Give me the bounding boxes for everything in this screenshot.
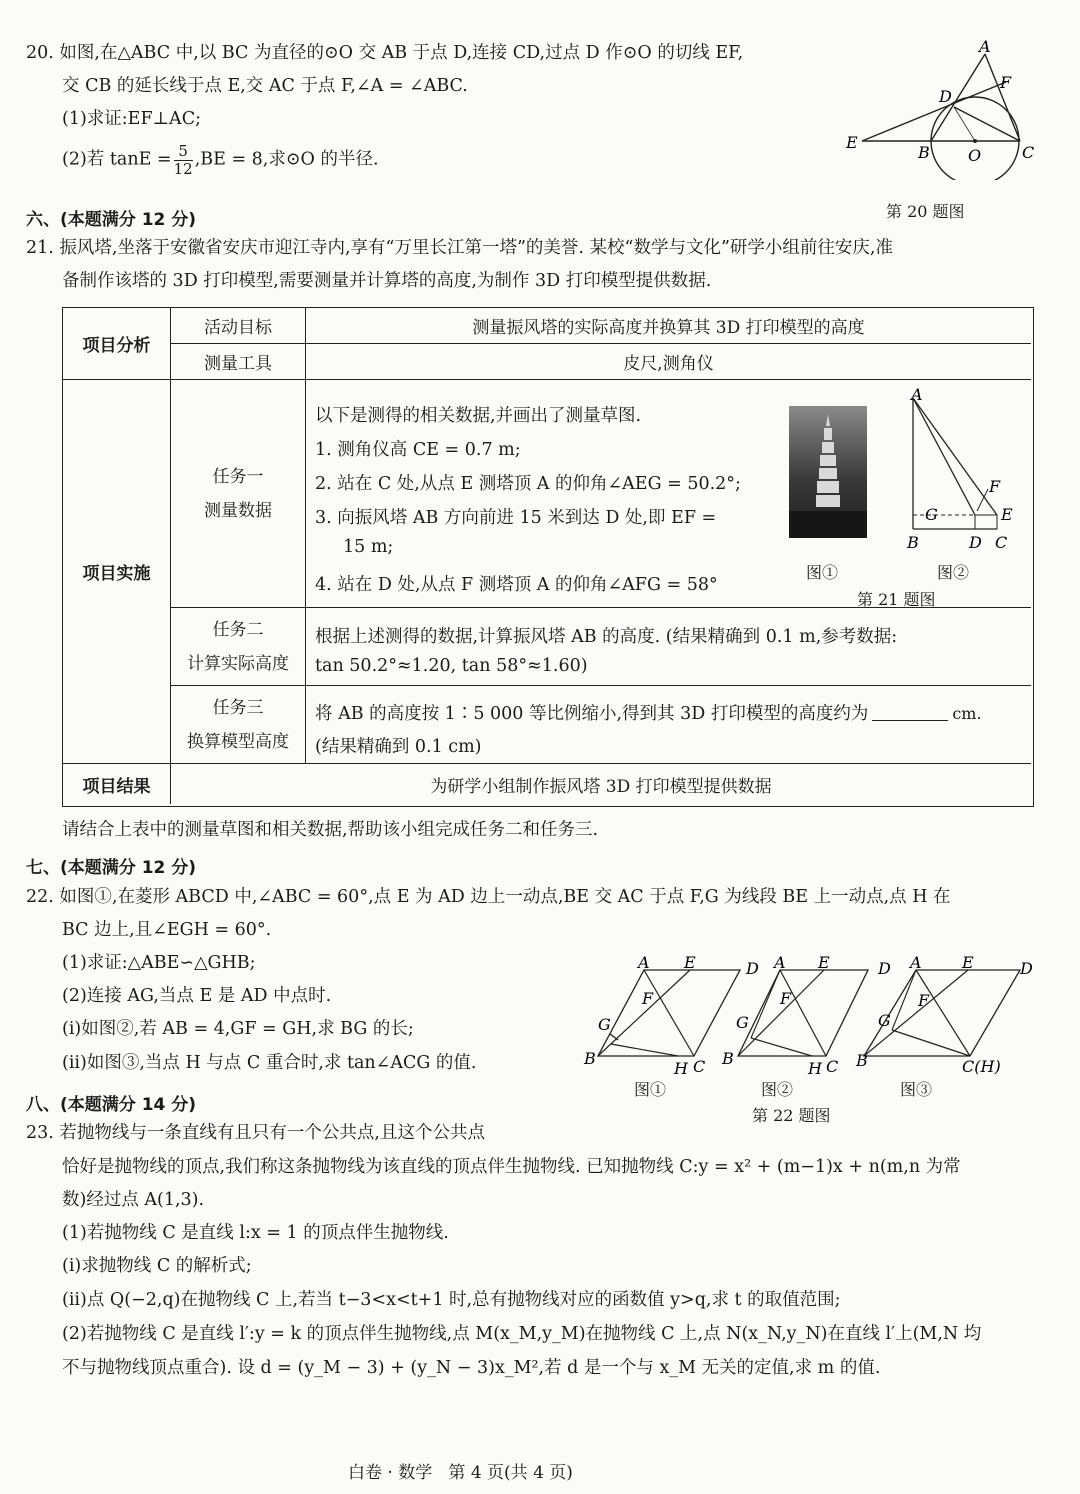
fig1-label-f: F: [642, 989, 654, 1008]
tower-photo: [789, 406, 867, 538]
fig1-label-h: H: [674, 1059, 688, 1078]
fig2-label-a: A: [774, 953, 786, 972]
task1-title: 任务一: [212, 466, 264, 487]
task2-line2: tan 50.2°≈1.20, tan 58°≈1.60): [315, 656, 588, 676]
q21-line2: 备制作该塔的 3D 打印模型,需要测量并计算塔的高度,为制作 3D 打印模型提供数据.: [62, 271, 712, 291]
q22-part3: (i)如图②,若 AB = 4,GF = GH,求 BG 的长;: [62, 1019, 414, 1039]
fig1-label-d: D: [746, 959, 759, 978]
fig3-label-g: G: [878, 1011, 891, 1030]
q22-part2: (2)连接 AG,当点 E 是 AD 中点时.: [62, 986, 332, 1006]
task2-line1: 根据上述测得的数据,计算振风塔 AB 的高度. (结果精确到 0.1 m,参考数据:: [315, 627, 898, 647]
task1-item4: 4. 站在 D 处,从点 F 测塔顶 A 的仰角∠AFG = 58°: [315, 575, 718, 595]
section6-heading: 六、(本题满分 12 分): [26, 210, 197, 230]
line-af: [913, 398, 975, 515]
pagoda-icon: [789, 406, 867, 538]
fig2-label-b: B: [722, 1049, 734, 1068]
cell-analysis: 项目分析: [63, 308, 171, 380]
cell-tool-label: 测量工具: [171, 344, 306, 380]
label-b: B: [918, 143, 930, 162]
fig1-label-a: A: [638, 953, 650, 972]
cell-result-value: 为研学小组制作振风塔 3D 打印模型提供数据: [430, 776, 772, 797]
q22-fig2-label: 图②: [761, 1080, 794, 1099]
label-o: O: [968, 146, 982, 165]
cell-goal-label: 活动目标: [171, 308, 306, 344]
fig3-label-ch: C(H): [962, 1057, 1001, 1076]
fig3-label-a: A: [910, 953, 922, 972]
fig2-label-c: C: [826, 1057, 839, 1076]
q23-line1: 23. 若抛物线与一条直线有且只有一个公共点,且这个公共点: [26, 1123, 485, 1143]
cell-task2-label: [171, 608, 306, 686]
line-ae: [913, 398, 997, 515]
label-a: A: [979, 40, 991, 56]
q20-part2-post: ,BE = 8,求⊙O 的半径.: [194, 149, 379, 170]
task3-title: 任务三: [212, 697, 264, 718]
q20-fig-caption: 第 20 题图: [886, 202, 965, 221]
q23-part3: (ii)点 Q(−2,q)在抛物线 C 上,若当 t−3<x<t+1 时,总有抛物线对应的函数值 y>q,求 t 的取值范围;: [62, 1290, 841, 1310]
q22-line2: BC 边上,且∠EGH = 60°.: [62, 920, 272, 940]
q21-sketch: [895, 386, 1035, 554]
fig2-label-h: H: [808, 1059, 822, 1078]
q23-part4: (2)若抛物线 C 是直线 l′:y = k 的顶点伴生抛物线,点 M(x_M,y_M)在抛物线 C 上,点 N(x_N,y_N)在直线 l′上(M,N 均: [62, 1324, 982, 1344]
q20-line1: 20. 如图,在△ABC 中,以 BC 为直径的⊙O 交 AB 于点 D,连接 CD,过点 D 作⊙O 的切线 EF,: [26, 43, 744, 63]
frac-denominator: 12: [173, 159, 193, 178]
label-e: E: [846, 133, 858, 152]
q22-fig1-label: 图①: [634, 1080, 667, 1099]
section8-heading: 八、(本题满分 14 分): [26, 1095, 197, 1115]
q23-part2: (i)求抛物线 C 的解析式;: [62, 1256, 252, 1276]
fig1-label-b: B: [584, 1049, 596, 1068]
label-a: A: [911, 386, 923, 404]
q22-part1: (1)求证:△ABE∽△GHB;: [62, 953, 256, 973]
task1-item3b: 15 m;: [343, 537, 394, 557]
line-ac: [985, 54, 1020, 141]
fig3-label-e: E: [962, 953, 974, 972]
fig2-label-g: G: [736, 1013, 749, 1032]
q22-line1: 22. 如图①,在菱形 ABCD 中,∠ABC = 60°,点 E 为 AD 边上一动点,BE 交 AC 于点 F,G 为线段 BE 上一动点,点 H 在: [26, 887, 951, 907]
page-footer: 白卷 · 数学 第 4 页(共 4 页): [348, 1463, 573, 1483]
q21-fig1-label: 图①: [806, 563, 839, 582]
q23-part5: 不与抛物线顶点重合). 设 d = (y_M − 3) + (y_N − 3)x_M²,若 d 是一个与 x_M 无关的定值,求 m 的值.: [62, 1358, 881, 1378]
q20-part2-pre: (2)若 tanE =: [62, 149, 172, 170]
q23-line3: 数)经过点 A(1,3).: [62, 1190, 205, 1210]
q22-part4: (ii)如图③,当点 H 与点 C 重合时,求 tan∠ACG 的值.: [62, 1053, 477, 1073]
section7-heading: 七、(本题满分 12 分): [26, 858, 197, 878]
instrument-box: [975, 515, 997, 529]
label-e: E: [1001, 505, 1013, 524]
fig3-label-b: B: [856, 1051, 868, 1070]
task1-item3a: 3. 向振风塔 AB 方向前进 15 米到达 D 处,即 EF =: [315, 508, 717, 528]
cell-goal-value: 测量振风塔的实际高度并换算其 3D 打印模型的高度: [306, 308, 1031, 344]
q22-fig-caption: 第 22 题图: [752, 1106, 831, 1125]
label-b: B: [907, 533, 919, 552]
task3-text: 将 AB 的高度按 1∶5 000 等比例缩小,得到其 3D 打印模型的高度约为: [315, 704, 869, 724]
cell-result-label: 项目结果: [63, 764, 171, 804]
fig3-label-d: D: [1020, 959, 1033, 978]
label-g: G: [925, 505, 938, 524]
line-dc: [954, 107, 1020, 141]
q21-table: [62, 307, 1034, 807]
task3-line2: (结果精确到 0.1 cm): [315, 737, 482, 757]
q21-fig2-label: 图②: [937, 563, 970, 582]
label-c: C: [1022, 143, 1035, 162]
label-c: C: [995, 533, 1008, 552]
task3-line1: [315, 700, 982, 725]
fig1-label-e: E: [684, 953, 696, 972]
cell-task1-label: [171, 380, 306, 608]
task2-title: 任务二: [212, 619, 264, 640]
cell-implementation: 项目实施: [63, 380, 171, 764]
fig1-label-g: G: [598, 1015, 611, 1034]
fig2-label-e: E: [818, 953, 830, 972]
cell-tool-value: 皮尺,测角仪: [306, 344, 1031, 380]
frac-numerator: 5: [174, 143, 193, 161]
q22-fig3-label: 图③: [900, 1080, 933, 1099]
task1-intro: 以下是测得的相关数据,并画出了测量草图.: [315, 406, 642, 426]
q22-figures: [580, 952, 1040, 1082]
q20-line2: 交 CB 的延长线于点 E,交 AC 于点 F,∠A = ∠ABC.: [62, 76, 468, 96]
q20-fraction: [174, 143, 193, 177]
fig1-label-c: C: [693, 1057, 706, 1076]
q20-figure: [840, 40, 1040, 180]
point-o: [973, 139, 977, 143]
task1-subtitle: 测量数据: [204, 500, 272, 521]
label-f: F: [989, 477, 1001, 496]
task3-unit: cm.: [952, 704, 982, 723]
fig3-label-f: F: [918, 991, 930, 1010]
q23-part1: (1)若抛物线 C 是直线 l:x = 1 的顶点伴生抛物线.: [62, 1223, 449, 1243]
q20-part1: (1)求证:EF⊥AC;: [62, 109, 201, 129]
label-f: F: [1000, 73, 1012, 92]
circle-o: [931, 97, 1019, 180]
line-ef: [862, 82, 1006, 141]
fig2-label-f: F: [780, 989, 792, 1008]
q21-fig-caption: 第 21 题图: [857, 590, 936, 609]
q20-part2: [62, 143, 379, 177]
cell-task3-label: [171, 686, 306, 764]
label-d: D: [939, 87, 952, 106]
task2-subtitle: 计算实际高度: [187, 653, 289, 674]
label-d: D: [969, 533, 982, 552]
task3-subtitle: 换算模型高度: [187, 731, 289, 752]
answer-blank: [872, 720, 948, 721]
fig2-label-d: D: [878, 959, 891, 978]
q21-line1: 21. 振风塔,坐落于安徽省安庆市迎江寺内,享有“万里长江第一塔”的美誉. 某校“数学与文化”研学小组前往安庆,准: [26, 238, 893, 258]
q23-line2: 恰好是抛物线的顶点,我们称这条抛物线为该直线的顶点伴生抛物线. 已知抛物线 C:y = x² + (m−1)x + n(m,n 为常: [62, 1157, 961, 1177]
task1-item1: 1. 测角仪高 CE = 0.7 m;: [315, 440, 521, 460]
q21-after: 请结合上表中的测量草图和相关数据,帮助该小组完成任务二和任务三.: [62, 820, 599, 840]
task1-item2: 2. 站在 C 处,从点 E 测塔顶 A 的仰角∠AEG = 50.2°;: [315, 474, 741, 494]
